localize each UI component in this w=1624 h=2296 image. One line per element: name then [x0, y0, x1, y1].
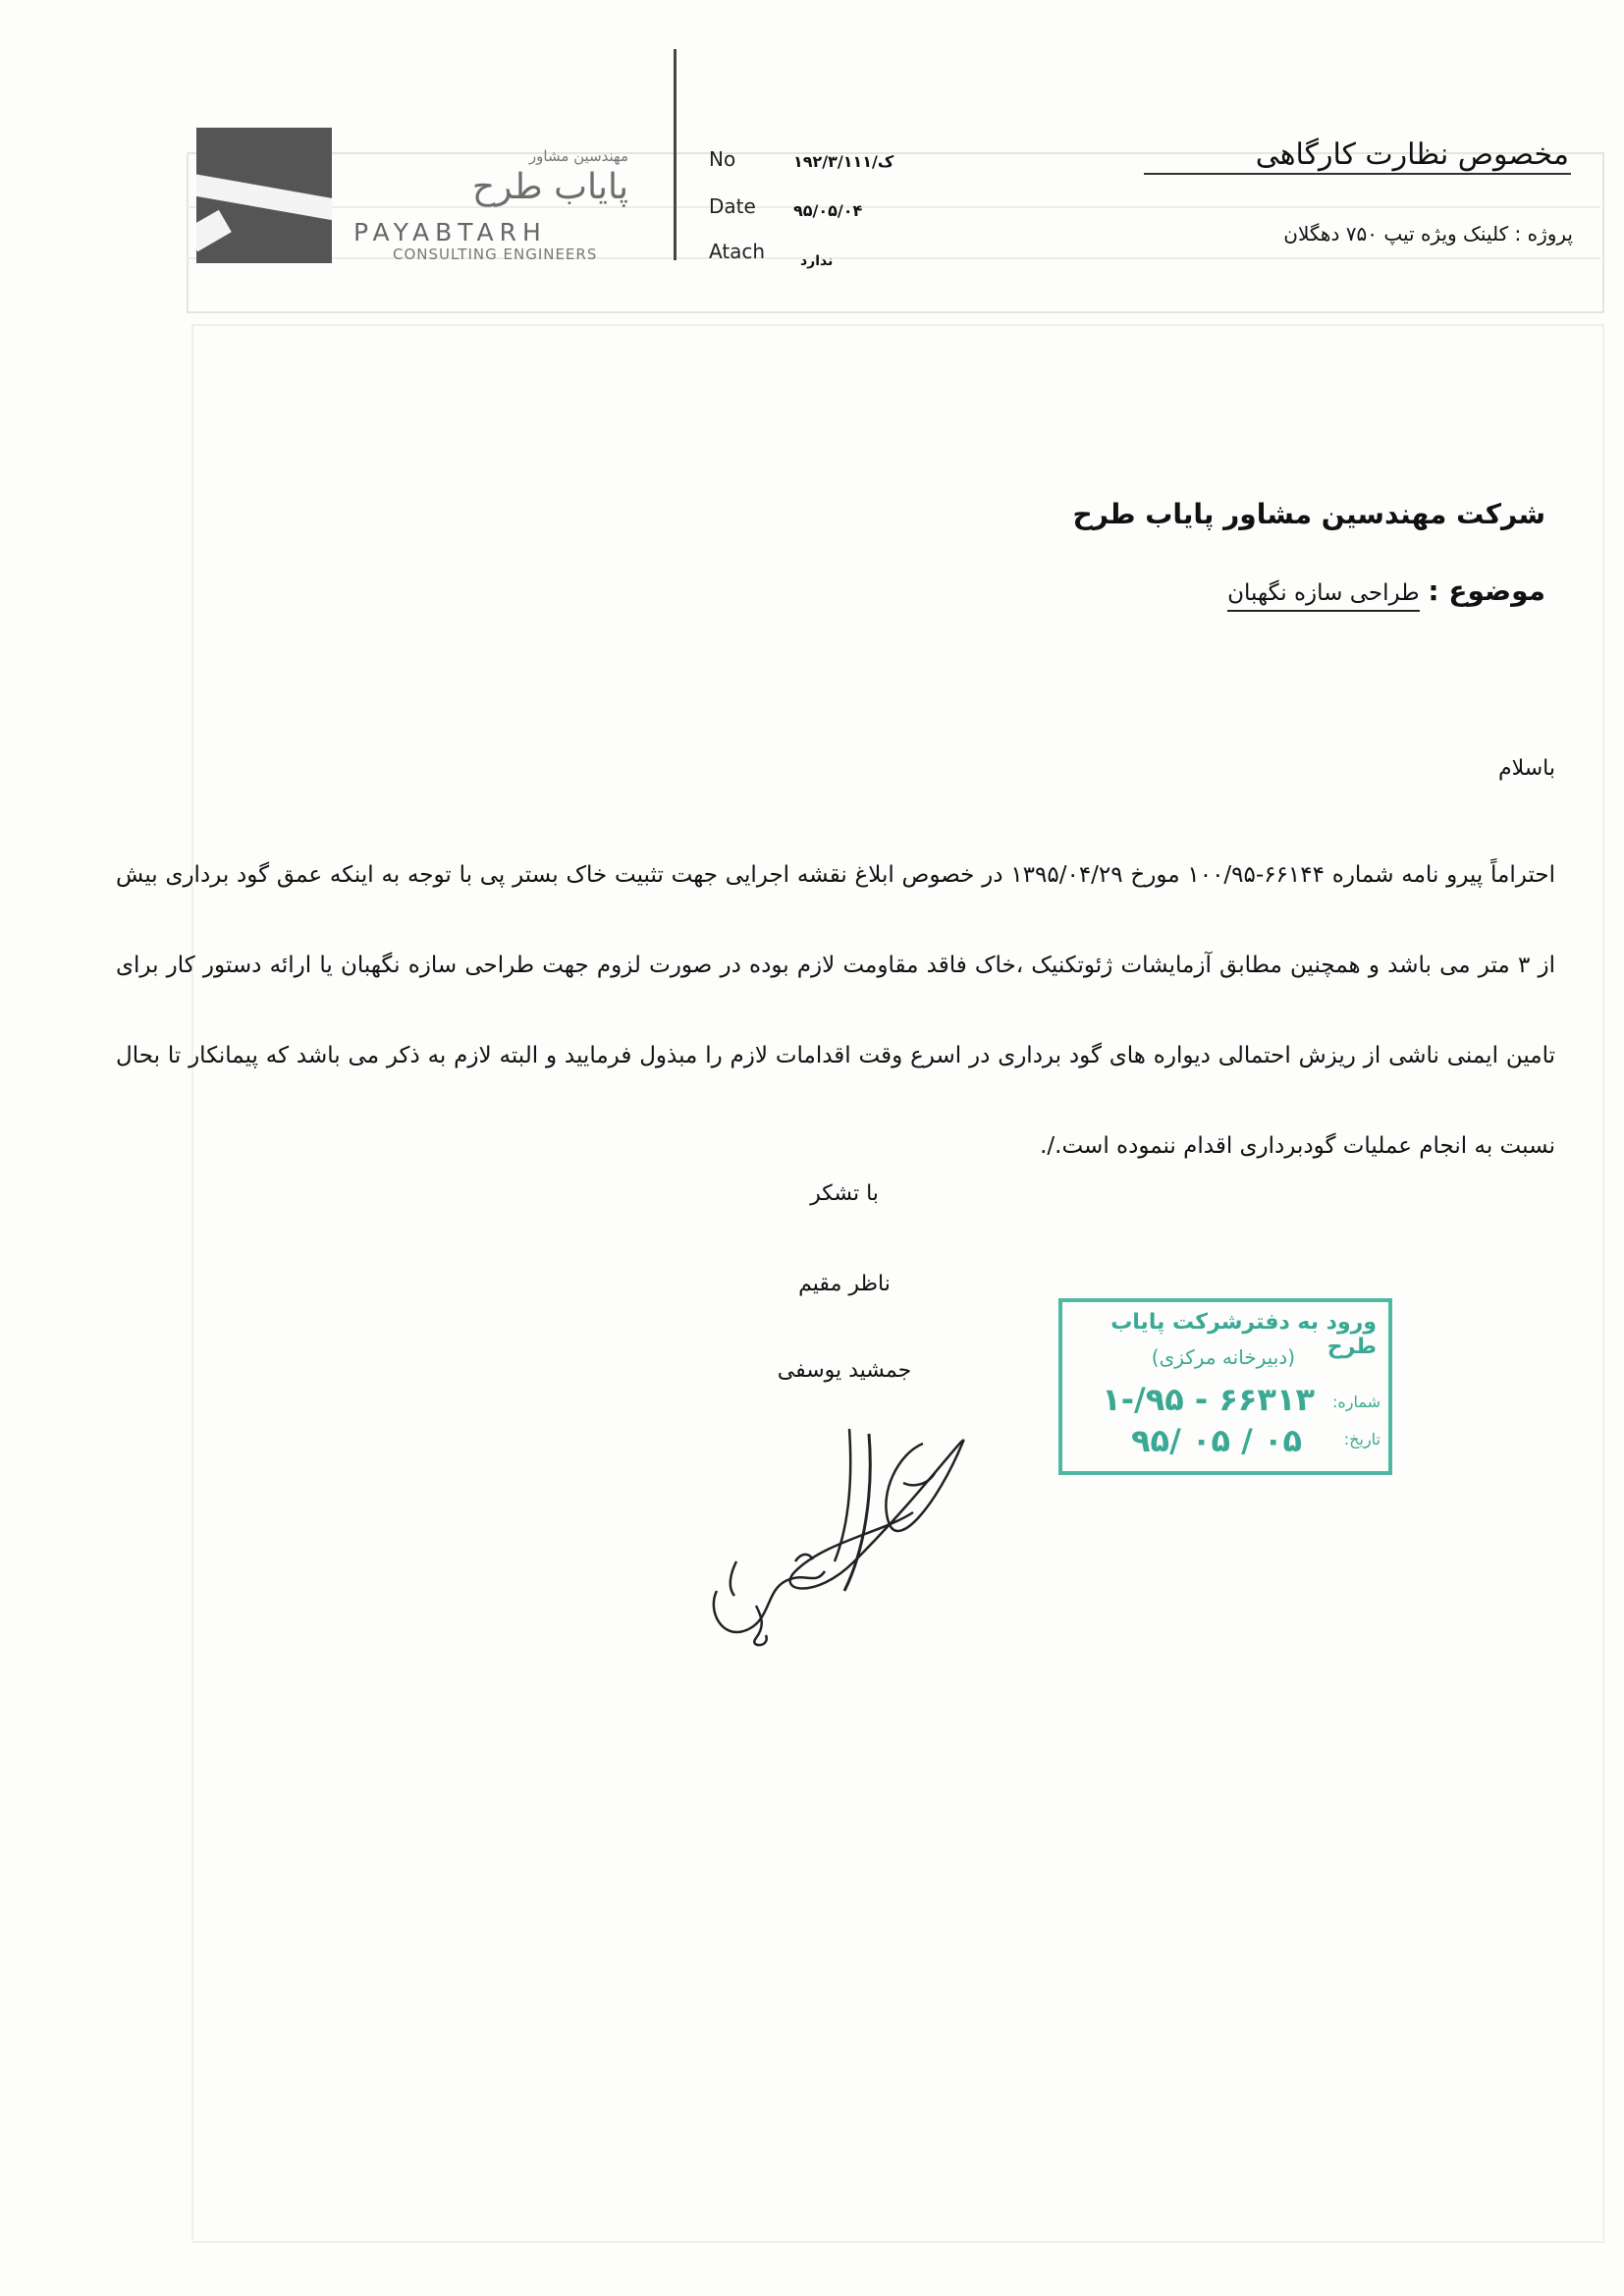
subject-value: طراحی سازه نگهبان: [1227, 580, 1419, 612]
signer-name: جمشید یوسفی: [777, 1358, 912, 1383]
document-category: مخصوص نظارت کارگاهی: [1255, 137, 1569, 172]
subject-label: موضوع :: [1428, 574, 1545, 607]
recipient: شرکت مهندسین مشاور پایاب طرح: [1072, 498, 1545, 530]
stamp-number-value: ۱-/۹۵ - ۶۶۳۱۳: [1102, 1381, 1315, 1418]
date-value: ۹۵/۰۵/۰۴: [793, 201, 863, 220]
stamp-date-value: ۹۵/ ۰۵ / ۰۵: [1131, 1422, 1302, 1459]
body-paragraph: احتراماً پیرو نامه شماره ۶۶۱۴۴-۱۰۰/۹۵ مورخ ۱۳۹۵/۰۴/۲۹ در خصوص ابلاغ نقشه اجرایی جهت تثبیت خاک بستر پی با توجه به اینکه عمق گود برداری بیش از ۳ متر می باشد و همچنین مطابق آزمایشات ژئوتکنیک ،خاک فاقد مقاومت لازم بوده در صورت لزوم جهت طراحی سازه نگهبان یا ارائه دستور کار برای تامین ایمنی ناشی از ریزش احتمالی دیواره های گود برداری در اسرع وقت اقدامات لازم را مبذول فرمایید و البته لازم به ذکر می باشد که پیمانکار تا بحال نسبت به انجام عملیات گودبرداری اقدام ننموده است./.: [116, 862, 1556, 1159]
category-underline: [1144, 173, 1571, 175]
logo-name-fa: پایاب طرح: [471, 167, 628, 207]
number-value: ۱۹۲/۳/ک/۱۱۱: [793, 152, 894, 171]
project-line: پروژه : کلینک ویژه تیپ ۷۵۰ دهگلان: [1283, 222, 1573, 246]
header-divider: [674, 49, 677, 260]
stamp-subtitle: (دبیرخانه مرکزی): [1151, 1345, 1295, 1369]
number-label: No: [709, 147, 736, 171]
attachment-label: Atach: [709, 240, 766, 263]
signer-title: ناظر مقیم: [798, 1272, 891, 1296]
attachment-value: ندارد: [800, 253, 834, 269]
received-stamp: [1058, 1298, 1392, 1475]
stamp-date-label: تاریخ:: [1343, 1430, 1380, 1449]
company-logo-mark: [196, 128, 332, 263]
date-label: Date: [709, 194, 756, 218]
logo-name-en: PAYABTARH: [353, 218, 547, 246]
stamp-title: ورود به دفترشرکت پایاب طرح: [1110, 1310, 1377, 1359]
handwritten-signature: [677, 1414, 1011, 1650]
closing: با تشکر: [810, 1181, 879, 1206]
stamp-number-label: شماره:: [1331, 1393, 1380, 1411]
logo-subtitle-fa: مهندسین مشاور: [528, 147, 628, 165]
greeting: باسلام: [1497, 756, 1555, 781]
logo-subtitle-en: CONSULTING ENGINEERS: [393, 246, 598, 263]
subject-line: [1227, 574, 1545, 607]
bleed-through-line: [187, 206, 1600, 208]
